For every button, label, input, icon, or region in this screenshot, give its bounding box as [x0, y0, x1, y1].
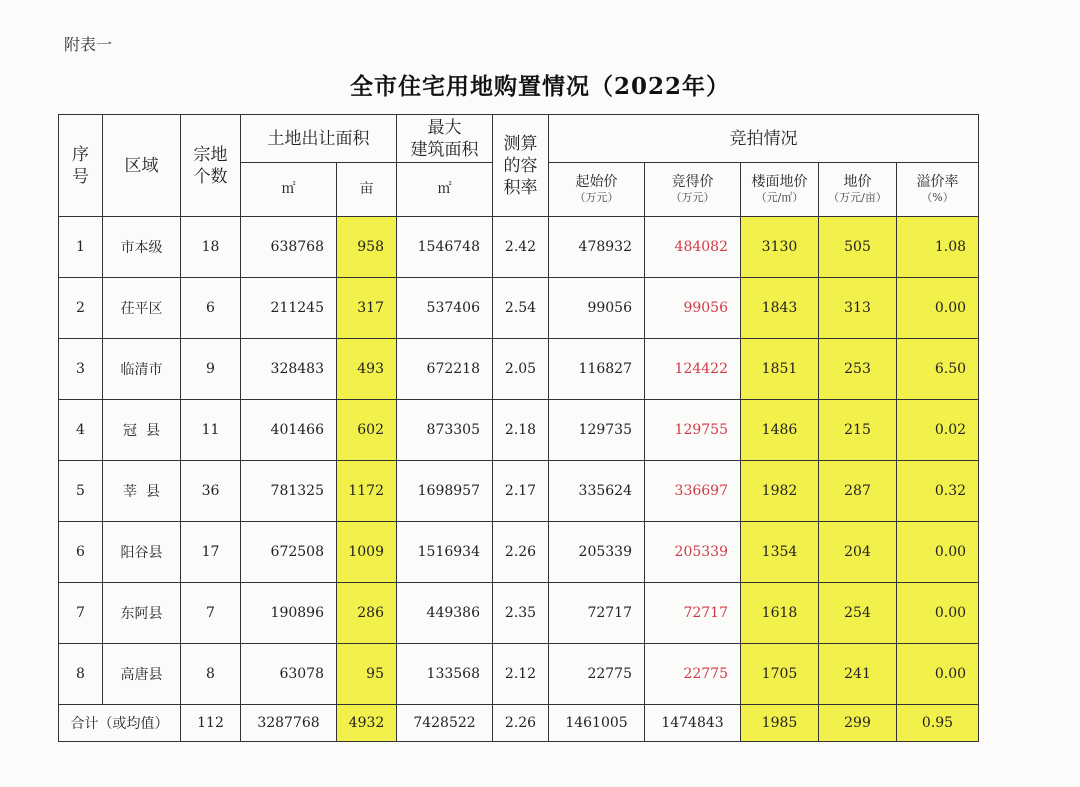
cell-start-price: 335624 — [549, 461, 645, 522]
cell-premium: 0.00 — [897, 644, 979, 705]
cell-area-mu: 1009 — [337, 522, 397, 583]
header-seq: 序 号 — [59, 115, 103, 217]
cell-area-m2: 328483 — [241, 339, 337, 400]
cell-win-price: 124422 — [645, 339, 741, 400]
cell-floor-price: 1705 — [741, 644, 819, 705]
header-region: 区域 — [103, 115, 181, 217]
cell-far: 2.35 — [493, 583, 549, 644]
cell-floor-price: 1354 — [741, 522, 819, 583]
cell-parcels: 6 — [181, 278, 241, 339]
total-floor-price: 1985 — [741, 705, 819, 742]
cell-far: 2.26 — [493, 522, 549, 583]
cell-seq: 2 — [59, 278, 103, 339]
cell-win-price: 99056 — [645, 278, 741, 339]
cell-seq: 7 — [59, 583, 103, 644]
cell-region: 高唐县 — [103, 644, 181, 705]
header-land-area: 土地出让面积 — [241, 115, 397, 163]
header-far: 测算 的容 积率 — [493, 115, 549, 217]
cell-premium: 0.00 — [897, 522, 979, 583]
cell-parcels: 7 — [181, 583, 241, 644]
cell-max-area: 1698957 — [397, 461, 493, 522]
cell-seq: 8 — [59, 644, 103, 705]
cell-premium: 0.02 — [897, 400, 979, 461]
cell-win-price: 22775 — [645, 644, 741, 705]
cell-parcels: 11 — [181, 400, 241, 461]
table-row — [59, 522, 979, 583]
cell-win-price: 336697 — [645, 461, 741, 522]
cell-area-mu: 286 — [337, 583, 397, 644]
cell-seq: 1 — [59, 217, 103, 278]
cell-far: 2.17 — [493, 461, 549, 522]
header-premium: 溢价率 （%） — [897, 163, 979, 217]
cell-area-mu: 95 — [337, 644, 397, 705]
cell-area-mu: 602 — [337, 400, 397, 461]
cell-region: 茌平区 — [103, 278, 181, 339]
land-purchase-table — [58, 114, 979, 742]
cell-start-price: 129735 — [549, 400, 645, 461]
cell-far: 2.18 — [493, 400, 549, 461]
cell-area-m2: 63078 — [241, 644, 337, 705]
total-land-price: 299 — [819, 705, 897, 742]
cell-parcels: 8 — [181, 644, 241, 705]
total-premium: 0.95 — [897, 705, 979, 742]
cell-max-area: 1546748 — [397, 217, 493, 278]
cell-far: 2.12 — [493, 644, 549, 705]
header-max-building-area-unit: ㎡ — [397, 163, 493, 217]
cell-seq: 4 — [59, 400, 103, 461]
cell-premium: 0.00 — [897, 278, 979, 339]
total-area-mu: 4932 — [337, 705, 397, 742]
cell-max-area: 133568 — [397, 644, 493, 705]
appendix-label: 附表一 — [64, 35, 113, 54]
cell-max-area: 1516934 — [397, 522, 493, 583]
cell-area-mu: 1172 — [337, 461, 397, 522]
cell-land-price: 287 — [819, 461, 897, 522]
cell-land-price: 253 — [819, 339, 897, 400]
cell-start-price: 22775 — [549, 644, 645, 705]
cell-start-price: 99056 — [549, 278, 645, 339]
cell-region: 东阿县 — [103, 583, 181, 644]
table-row — [59, 339, 979, 400]
cell-parcels: 9 — [181, 339, 241, 400]
cell-region: 冠 县 — [103, 400, 181, 461]
cell-far: 2.05 — [493, 339, 549, 400]
cell-land-price: 241 — [819, 644, 897, 705]
total-far: 2.26 — [493, 705, 549, 742]
header-land-area-mu: 亩 — [337, 163, 397, 217]
cell-land-price: 505 — [819, 217, 897, 278]
table-row — [59, 217, 979, 278]
cell-floor-price: 1486 — [741, 400, 819, 461]
cell-area-mu: 317 — [337, 278, 397, 339]
total-row — [59, 705, 979, 742]
header-max-building-area: 最大 建筑面积 — [397, 115, 493, 163]
cell-floor-price: 3130 — [741, 217, 819, 278]
header-parcels: 宗地 个数 — [181, 115, 241, 217]
cell-max-area: 449386 — [397, 583, 493, 644]
cell-far: 2.42 — [493, 217, 549, 278]
cell-area-m2: 781325 — [241, 461, 337, 522]
table-row — [59, 461, 979, 522]
cell-win-price: 129755 — [645, 400, 741, 461]
cell-start-price: 72717 — [549, 583, 645, 644]
cell-floor-price: 1843 — [741, 278, 819, 339]
cell-win-price: 484082 — [645, 217, 741, 278]
total-parcels: 112 — [181, 705, 241, 742]
cell-parcels: 18 — [181, 217, 241, 278]
table-row — [59, 644, 979, 705]
cell-floor-price: 1982 — [741, 461, 819, 522]
header-land-area-m2: ㎡ — [241, 163, 337, 217]
cell-land-price: 215 — [819, 400, 897, 461]
header-win-price: 竞得价 （万元） — [645, 163, 741, 217]
header-floor-price: 楼面地价 （元/㎡） — [741, 163, 819, 217]
cell-land-price: 254 — [819, 583, 897, 644]
cell-win-price: 72717 — [645, 583, 741, 644]
cell-region: 市本级 — [103, 217, 181, 278]
cell-premium: 0.32 — [897, 461, 979, 522]
cell-floor-price: 1851 — [741, 339, 819, 400]
cell-area-mu: 958 — [337, 217, 397, 278]
cell-win-price: 205339 — [645, 522, 741, 583]
table-row — [59, 583, 979, 644]
cell-premium: 1.08 — [897, 217, 979, 278]
cell-region: 临清市 — [103, 339, 181, 400]
cell-seq: 3 — [59, 339, 103, 400]
cell-start-price: 205339 — [549, 522, 645, 583]
header-land-price: 地价 （万元/亩） — [819, 163, 897, 217]
cell-land-price: 204 — [819, 522, 897, 583]
cell-area-m2: 211245 — [241, 278, 337, 339]
table-row — [59, 400, 979, 461]
table-title: 全市住宅用地购置情况（2022年） — [349, 73, 730, 100]
total-label: 合计（或均值） — [59, 705, 181, 742]
total-max-area: 7428522 — [397, 705, 493, 742]
cell-start-price: 116827 — [549, 339, 645, 400]
cell-region: 阳谷县 — [103, 522, 181, 583]
cell-premium: 0.00 — [897, 583, 979, 644]
cell-start-price: 478932 — [549, 217, 645, 278]
total-win-price: 1474843 — [645, 705, 741, 742]
cell-max-area: 873305 — [397, 400, 493, 461]
cell-seq: 6 — [59, 522, 103, 583]
cell-area-m2: 672508 — [241, 522, 337, 583]
total-area-m2: 3287768 — [241, 705, 337, 742]
cell-premium: 6.50 — [897, 339, 979, 400]
cell-parcels: 17 — [181, 522, 241, 583]
cell-seq: 5 — [59, 461, 103, 522]
cell-max-area: 672218 — [397, 339, 493, 400]
cell-land-price: 313 — [819, 278, 897, 339]
total-start-price: 1461005 — [549, 705, 645, 742]
cell-parcels: 36 — [181, 461, 241, 522]
cell-area-m2: 190896 — [241, 583, 337, 644]
table-row — [59, 278, 979, 339]
cell-max-area: 537406 — [397, 278, 493, 339]
cell-area-m2: 401466 — [241, 400, 337, 461]
cell-area-m2: 638768 — [241, 217, 337, 278]
cell-far: 2.54 — [493, 278, 549, 339]
header-start-price: 起始价 （万元） — [549, 163, 645, 217]
cell-region: 莘 县 — [103, 461, 181, 522]
cell-area-mu: 493 — [337, 339, 397, 400]
cell-floor-price: 1618 — [741, 583, 819, 644]
header-auction: 竞拍情况 — [549, 115, 979, 163]
